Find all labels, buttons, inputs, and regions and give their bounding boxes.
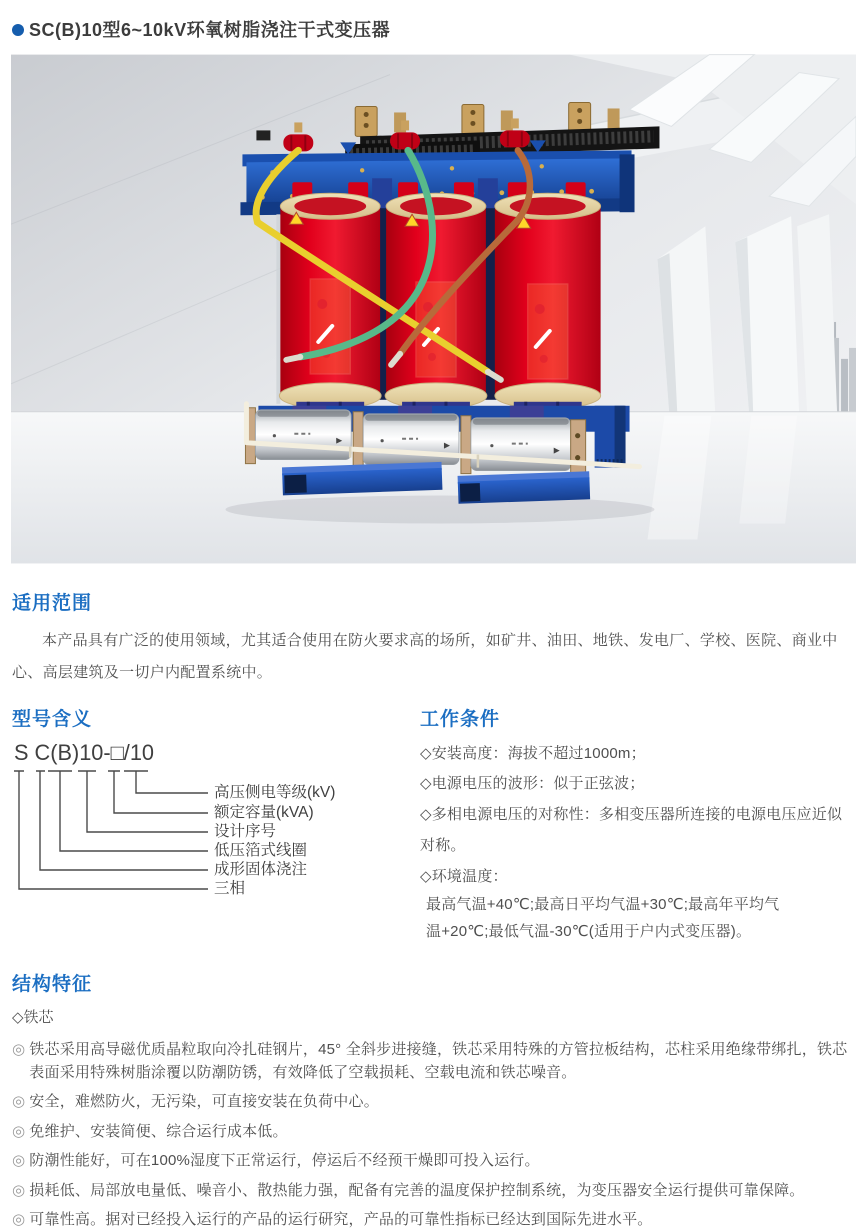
feature-item: ◎ 防潮性能好，可在100%湿度下正常运行，停运后不经预干燥即可投入运行。 — [12, 1150, 855, 1173]
condition-item: ◇多相电源电压的对称性：多相变压器所连接的电源电压应近似对称。 — [420, 806, 843, 854]
features-subheading: ◇铁芯 — [12, 1008, 54, 1026]
fan-unit — [461, 416, 586, 476]
fan-unit — [245, 408, 351, 464]
title-bullet-icon — [12, 24, 24, 36]
feature-item: ◎ 可靠性高。据对已经投入运行的产品的运行研究，产品的可靠性指标已经达到国际先进水平。 — [12, 1209, 855, 1232]
model-label: 成形固体浇注 — [214, 860, 308, 878]
ring-bullet-icon: ◎ — [12, 1152, 26, 1170]
fan-unit — [353, 412, 459, 468]
base-rail — [282, 462, 442, 495]
model-label: 额定容量(kVA) — [214, 803, 314, 821]
model-label: 高压侧电等级(kV) — [214, 783, 336, 801]
conditions-list — [420, 739, 857, 945]
coil-left — [279, 182, 381, 425]
coil-right — [495, 182, 601, 425]
conditions-heading: 工作条件 — [420, 708, 501, 730]
features-heading: 结构特征 — [12, 973, 93, 995]
model-designation-diagram — [12, 741, 420, 916]
condition-temp-line: 最高气温+40℃;最高日平均气温+30℃;最高年平均气 — [426, 896, 780, 914]
condition-item: ◇环境温度： — [420, 867, 508, 885]
page-title — [12, 16, 867, 42]
section-conditions — [420, 704, 867, 945]
feature-item: ◎ 免维护、安装简便、综合运行成本低。 — [12, 1121, 855, 1144]
model-heading: 型号含义 — [12, 708, 93, 730]
ring-bullet-icon: ◎ — [12, 1211, 26, 1229]
feature-item: ◎ 安全，难燃防火，无污染，可直接安装在负荷中心。 — [12, 1091, 855, 1114]
model-label: 设计序号 — [214, 822, 277, 840]
product-photo — [11, 54, 856, 564]
section-features — [0, 969, 867, 1232]
condition-item: ◇电源电压的波形：似于正弦波； — [420, 775, 645, 793]
transformer — [240, 102, 659, 503]
features-list — [12, 1004, 855, 1232]
condition-temp-line: 温+20℃;最低气温-30℃(适用于户内式变压器)。 — [426, 922, 752, 940]
model-label: 三相 — [214, 879, 246, 897]
base-rail — [458, 471, 591, 504]
feature-item: ◎ 铁芯采用高导磁优质晶粒取向冷扎硅钢片，45° 全斜步进接缝，铁芯采用特殊的方管拉板结构，芯柱采用绝缘带绑扎，铁芯表面采用特殊树脂涂覆以防潮防锈，有效降低了空载损耗、空载电流和铁芯噪音。 — [12, 1039, 855, 1084]
section-model — [0, 704, 420, 945]
product-photo-illustration — [11, 54, 856, 564]
model-formula: S C(B)10-□/10 — [14, 740, 154, 765]
feature-item: ◎ 损耗低、局部放电量低、噪音小、散热能力强，配备有完善的温度保护控制系统，为变压器安全运行提供可靠保障。 — [12, 1180, 855, 1203]
model-label: 低压箔式线圈 — [214, 841, 308, 859]
ring-bullet-icon: ◎ — [12, 1041, 26, 1059]
ring-bullet-icon: ◎ — [12, 1122, 26, 1140]
condition-item: ◇安装高度：海拔不超过1000m； — [420, 744, 646, 762]
ring-bullet-icon: ◎ — [12, 1093, 26, 1111]
scope-body: 本产品具有广泛的使用领域，尤其适合使用在防火要求高的场所，如矿井、油田、地铁、发电厂、学校、医院、商业中心、高层建筑及一切户内配置系统中。 — [12, 632, 838, 682]
section-scope — [0, 588, 867, 690]
ring-bullet-icon: ◎ — [12, 1181, 26, 1199]
page-title-text: SC(B)10型6~10kV环氧树脂浇注干式变压器 — [29, 20, 391, 40]
scope-heading: 适用范围 — [12, 593, 93, 614]
